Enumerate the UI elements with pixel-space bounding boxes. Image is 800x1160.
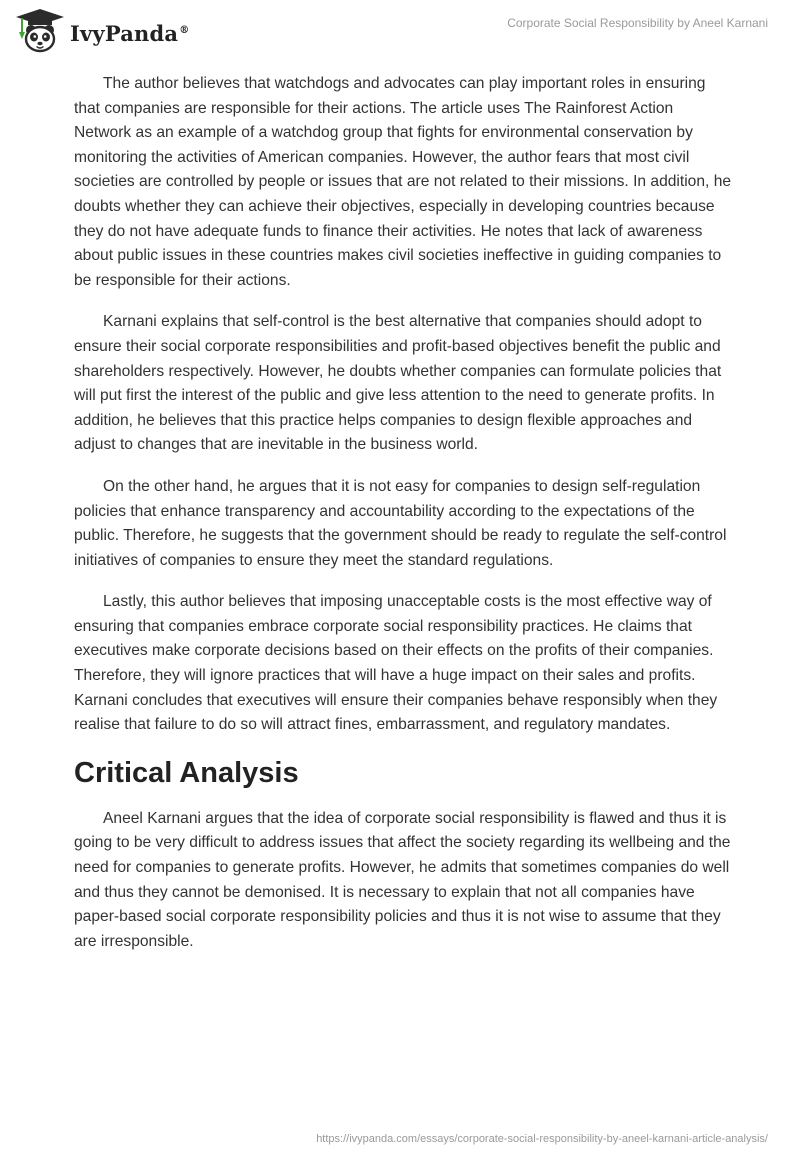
source-url[interactable]: https://ivypanda.com/essays/corporate-social-responsibility-by-aneel-karnani-article-analysis/ (316, 1133, 768, 1145)
paragraph: On the other hand, he argues that it is not easy for companies to design self-regulation policies that enhance transparency and accountability according to the expectations of the public. Therefore, he suggests that the government should be ready to regulate the self-control initiatives of companies to ensure they meet the standard regulations. (74, 477, 727, 569)
paragraph: Karnani explains that self-control is the best alternative that companies should adopt to ensure their social corporate responsibilities and profit-based objectives benefit the public and shareholders respectively. However, he doubts whether companies can formulate policies that will put first the interest of the public and give less attention to the need to generate profits. In addition, he believes that this practice helps companies to design flexible approaches and adjust to changes that are inevitable in the business world. (74, 313, 722, 454)
document-title: Corporate Social Responsibility by Aneel Karnani (507, 16, 768, 30)
page-header (0, 0, 800, 60)
panda-graduate-icon (14, 8, 66, 54)
paragraph: The author believes that watchdogs and advocates can play important roles in ensuring that companies are responsible for their actions. The article uses The Rainforest Action Network as an example of a watchdog group that fights for environmental conservation by monitoring the activities of American companies. However, the author fears that most civil societies are controlled by people or issues that are not related to their missions. In addition, he doubts whether they can achieve their objectives, especially in developing countries because they do not have adequate funds to finance their activities. He notes that lack of awareness about public issues in these countries makes civil societies ineffective in guiding companies to be responsible for their actions. (74, 75, 732, 289)
logo-text: IvyPanda® (70, 20, 190, 46)
ivypanda-logo[interactable] (14, 8, 189, 54)
essay-content (74, 72, 734, 971)
paragraph: Aneel Karnani argues that the idea of corporate social responsibility is flawed and thus it is going to be very difficult to address issues that affect the society regarding its wellbeing and the need for companies to generate profits. However, he admits that sometimes companies do well and thus they cannot be demonised. It is necessary to explain that not all companies have paper-based social corporate responsibility policies and thus it is not wise to assume that they are irresponsible. (74, 809, 731, 950)
section-heading: Critical Analysis (74, 756, 299, 789)
paragraph: Lastly, this author believes that imposing unacceptable costs is the most effective way of ensuring that companies embrace corporate social responsibility practices. He claims that executives make corporate decisions based on their effects on the profits of their companies. Therefore, they will ignore practices that will have a huge impact on their sales and profits. Karnani concludes that executives will ensure their companies behave responsibly when they realise that failure to do so will attract fines, embarrassment, and regulatory mandates. (74, 593, 718, 734)
